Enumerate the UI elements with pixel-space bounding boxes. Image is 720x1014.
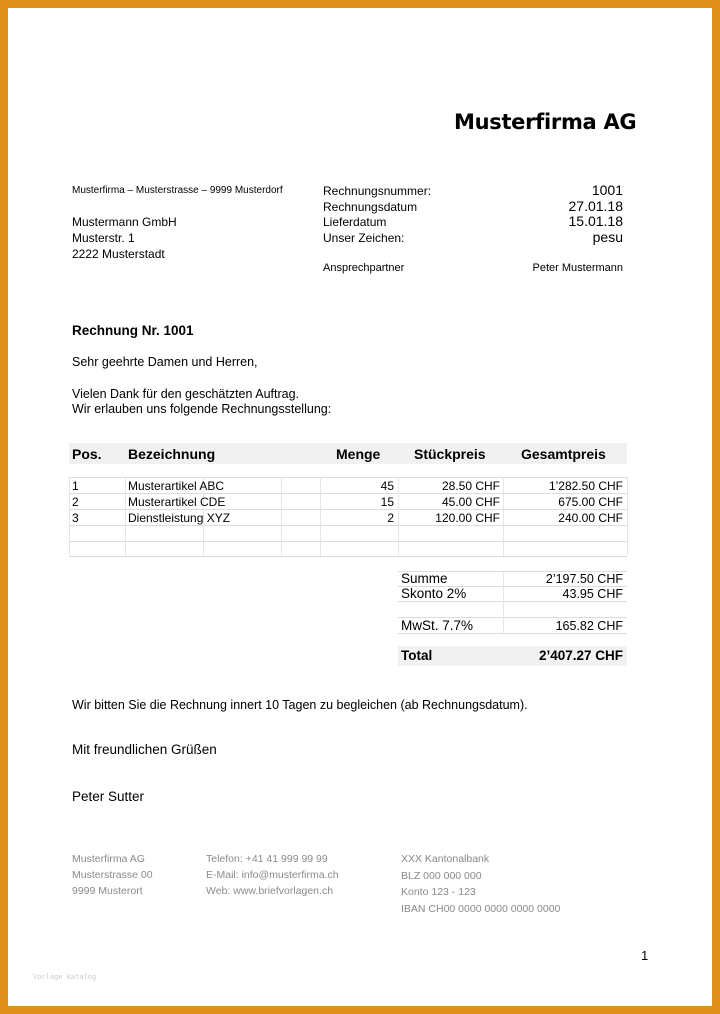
header-pos: Pos. bbox=[72, 446, 102, 462]
row-quantity: 15 bbox=[380, 495, 394, 509]
footer-company-name: Musterfirma AG bbox=[72, 853, 145, 865]
invoice-date-value: 27.01.18 bbox=[568, 198, 623, 214]
greeting: Sehr geehrte Damen und Herren, bbox=[72, 355, 258, 369]
header-description: Bezeichnung bbox=[128, 446, 216, 462]
company-name: Musterfirma AG bbox=[454, 110, 637, 134]
row-pos: 2 bbox=[72, 495, 79, 509]
table-gridline bbox=[281, 477, 282, 556]
sender-line: Musterfirma – Musterstrasse – 9999 Musterdorf bbox=[72, 185, 283, 196]
footer-blz: BLZ 000 000 000 bbox=[401, 869, 482, 882]
recipient-city: 2222 Musterstadt bbox=[72, 247, 165, 261]
row-pos: 3 bbox=[72, 511, 79, 525]
totals-gridline bbox=[398, 633, 627, 634]
footer-phone: Telefon: +41 41 999 99 99 bbox=[206, 853, 328, 865]
row-description: Musterartikel ABC bbox=[128, 479, 225, 493]
vat-label: MwSt. 7.7% bbox=[401, 618, 474, 633]
intro-line-1: Vielen Dank für den geschätzten Auftrag. bbox=[72, 387, 300, 401]
table-gridline bbox=[398, 477, 399, 556]
table-gridline bbox=[69, 525, 627, 526]
contact-value: Peter Mustermann bbox=[532, 262, 623, 274]
header-quantity: Menge bbox=[336, 446, 381, 462]
reference-value: pesu bbox=[592, 229, 623, 245]
row-unit-price: 45.00 CHF bbox=[441, 495, 500, 509]
row-total-price: 240.00 CHF bbox=[558, 511, 623, 525]
table-gridline bbox=[320, 477, 321, 556]
header-unit-price: Stückpreis bbox=[414, 446, 486, 462]
footer-bank-name: XXX Kantonalbank bbox=[401, 853, 490, 865]
row-quantity: 45 bbox=[380, 479, 394, 493]
footer-contact bbox=[206, 851, 339, 899]
discount-label: Skonto 2% bbox=[401, 586, 467, 601]
totals-gridline bbox=[398, 601, 627, 602]
invoice-subject: Rechnung Nr. 1001 bbox=[72, 323, 194, 338]
row-unit-price: 120.00 CHF bbox=[435, 511, 500, 525]
sum-label: Summe bbox=[401, 571, 448, 586]
delivery-date-label: Lieferdatum bbox=[323, 215, 387, 229]
row-quantity: 2 bbox=[387, 511, 394, 525]
header-total-price: Gesamtpreis bbox=[521, 446, 606, 462]
page-number: 1 bbox=[641, 948, 649, 963]
table-gridline bbox=[69, 477, 70, 556]
sum-value: 2’197.50 CHF bbox=[545, 572, 623, 586]
total-label: Total bbox=[401, 648, 433, 663]
row-total-price: 675.00 CHF bbox=[558, 495, 623, 509]
footer-company-city: 9999 Musterort bbox=[72, 885, 143, 897]
footer-company bbox=[72, 851, 153, 899]
total-value: 2’407.27 CHF bbox=[538, 648, 623, 663]
signature-name: Peter Sutter bbox=[72, 789, 145, 804]
table-gridline bbox=[503, 477, 504, 556]
totals-gridline bbox=[503, 571, 504, 633]
footer-account: Konto 123 - 123 bbox=[401, 886, 476, 898]
table-gridline bbox=[69, 541, 627, 542]
recipient-name: Mustermann GmbH bbox=[72, 215, 177, 229]
footer-iban: IBAN CH00 0000 0000 0000 0000 bbox=[401, 902, 561, 915]
footer-bank bbox=[401, 851, 560, 917]
vat-value: 165.82 CHF bbox=[555, 619, 623, 633]
invoice-number-value: 1001 bbox=[591, 182, 623, 198]
row-pos: 1 bbox=[72, 479, 79, 493]
reference-label: Unser Zeichen: bbox=[323, 231, 405, 245]
invoice-date-label: Rechnungsdatum bbox=[323, 200, 418, 214]
intro-line-2: Wir erlauben uns folgende Rechnungsstellung: bbox=[72, 402, 332, 416]
table-gridline bbox=[69, 477, 627, 478]
delivery-date-value: 15.01.18 bbox=[568, 213, 623, 229]
row-unit-price: 28.50 CHF bbox=[441, 479, 500, 493]
row-description: Musterartikel CDE bbox=[128, 495, 226, 509]
footer-web: Web: www.briefvorlagen.ch bbox=[206, 885, 334, 897]
invoice-number-label: Rechnungsnummer: bbox=[323, 184, 432, 198]
table-gridline bbox=[627, 477, 628, 556]
row-total-price: 1’282.50 CHF bbox=[548, 479, 623, 493]
recipient-street: Musterstr. 1 bbox=[72, 231, 135, 245]
table-gridline bbox=[125, 477, 126, 556]
watermark: Vorlage katalog bbox=[33, 973, 97, 981]
footer-company-street: Musterstrasse 00 bbox=[72, 869, 153, 881]
closing-phrase: Mit freundlichen Grüßen bbox=[72, 742, 217, 757]
discount-value: 43.95 CHF bbox=[562, 587, 623, 601]
table-gridline bbox=[69, 556, 627, 557]
contact-label: Ansprechpartner bbox=[323, 262, 405, 274]
footer-email: E-Mail: info@musterfirma.ch bbox=[206, 869, 339, 881]
row-description: Dienstleistung XYZ bbox=[128, 511, 231, 525]
payment-note: Wir bitten Sie die Rechnung innert 10 Tagen zu begleichen (ab Rechnungsdatum). bbox=[72, 698, 528, 712]
table-gridline bbox=[69, 509, 627, 510]
table-gridline bbox=[69, 493, 627, 494]
